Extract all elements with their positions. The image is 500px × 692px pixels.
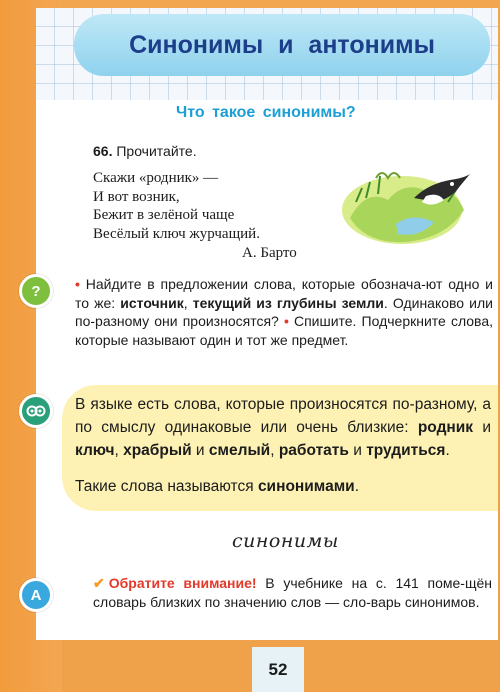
rule-text-part: , (270, 442, 279, 459)
task-text-part: Спишите. Подчеркните слова, которые называют один и тот же предмет. (75, 313, 494, 348)
rule-conclusion (75, 478, 359, 496)
task-text (75, 275, 493, 349)
question-icon: ? (19, 274, 53, 308)
owl-icon (19, 394, 53, 428)
keyword: текущий из глубины земли (192, 294, 384, 311)
keyword: синонимами (257, 478, 355, 495)
poem-author: А. Барто (242, 245, 297, 261)
rule-text-part: и (348, 442, 367, 459)
poem (93, 169, 260, 243)
dictionary-icon: A (19, 578, 53, 612)
exercise-instruction: Прочитайте. (116, 143, 197, 159)
page-title: Синонимы и антонимы (129, 30, 435, 59)
keyword: ключ (75, 442, 115, 459)
note-accent: Обратите внимание! (108, 575, 257, 591)
bullet: • (283, 313, 289, 329)
keyword: источник (120, 294, 184, 311)
exercise-number: 66. (93, 143, 113, 159)
poem-line: Бежит в зелёной чаще (93, 207, 235, 223)
keyword: трудиться (366, 442, 446, 459)
rule-text-part: и (191, 442, 209, 459)
rule-text-part: Такие слова называются (75, 478, 258, 495)
exercise-heading (93, 143, 197, 159)
bird-by-spring-illustration (336, 158, 476, 250)
rule-text (75, 393, 491, 462)
rule-text-part: , (114, 442, 124, 459)
keyword: храбрый (123, 442, 192, 459)
task-text-part: Найдите в предложении слова, которые обознача-ют одно и то же: (75, 276, 494, 311)
attention-note (93, 574, 492, 612)
note-text: В учебнике на с. 141 поме-щён словарь близких по значению слов — сло-варь синонимов. (93, 575, 492, 610)
keyword: работать (278, 442, 349, 459)
poem-line: Весёлый ключ журчащий. (93, 225, 260, 242)
rule-text-part: . (445, 442, 450, 459)
checkmark-icon: ✔ (93, 575, 105, 591)
keyword: смелый (208, 442, 271, 459)
keyword: родник (417, 419, 474, 436)
cursive-word: синонимы (232, 530, 339, 552)
rule-text-part: В языке есть слова, которые произносятся по-разному, а по смыслу одинаковые или очень близкие: (75, 396, 491, 436)
bullet: • (75, 276, 80, 292)
task-text-part: , (183, 294, 193, 311)
poem-line: И вот возник, (93, 188, 180, 205)
section-title: Что такое синонимы? (176, 104, 356, 121)
task-text-part: . Одинаково или по-разному они произносятся? (75, 294, 493, 329)
rule-text-part: . (354, 478, 359, 495)
poem-line: Скажи «родник» — (93, 170, 219, 186)
title-banner (74, 14, 490, 76)
rule-text-part: и (473, 419, 491, 436)
page-number: 52 (252, 647, 304, 692)
